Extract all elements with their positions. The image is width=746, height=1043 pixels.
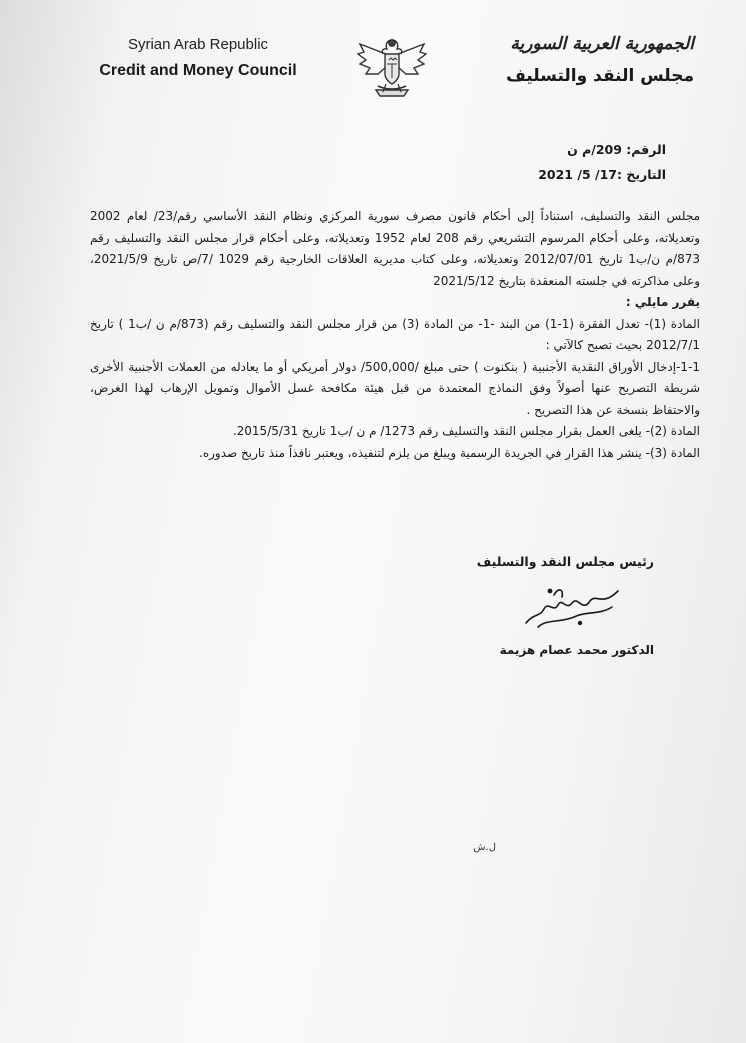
reference-date: التاريخ :17/ 5/ 2021 (538, 167, 666, 182)
signature-block (454, 554, 654, 657)
signatory-title: رئيس مجلس النقد والتسليف (476, 554, 654, 569)
reference-number: الرقم: 209/م ن (567, 142, 666, 157)
council-name-en: Credit and Money Council (99, 62, 297, 79)
council-name-ar: مجلس النقد والتسليف (506, 66, 694, 86)
article-2: المادة (2)- يلغى العمل بقرار مجلس النقد والتسليف رقم 1273/ م ن /ب1 تاريخ 2015/5/31. (232, 424, 700, 438)
country-name-en: Syrian Arab Republic (127, 36, 269, 53)
handwritten-signature-icon (520, 583, 624, 633)
preamble-paragraph: مجلس النقد والتسليف، استناداً إلى أحكام قانون مصرف سورية المركزي ونظام النقد الأساسي رقم/23/ لعام 2002 وتعديلاته، وعلى أحكام المرسوم التشريعي رقم 208 لعام 1952 وتعديلاته، وعلى أحكام قرار مجلس النقد والتسليف رقم 873/م ن/ب1 تاريخ 2012/07/01 وتعديلاته، وعلى كتاب مديرية العلاقات الخارجية رقم 1029 /7/ص تاريخ 2021/5/9، وعلى مذاكرته في جلسته المنعقدة بتاريخ 2021/5/12 (90, 209, 701, 288)
country-name-ar: الجمهورية العربية السورية (510, 34, 694, 54)
decides-heading: يقرر مايلي : (625, 295, 700, 309)
typist-initials: ل.ش (473, 842, 496, 853)
decision-body (90, 206, 700, 464)
english-letterhead (78, 36, 318, 80)
arabic-letterhead (494, 34, 694, 86)
signatory-name: الدكتور محمد عصام هزيمة (499, 643, 654, 657)
reference-block (466, 137, 666, 187)
article-3: المادة (3)- ينشر هذا القرار في الجريدة الرسمية ويبلغ من يلزم لتنفيذه، ويعتبر نافذاً منذ تاريخ صدوره. (199, 445, 700, 460)
clause-1-1: 1-1-إدخال الأوراق النقدية الأجنبية ( بنكنوت ) حتى مبلغ /500,000/ دولار أمريكي أو ما يعادله من العملات الأجنبية الأخرى شريطة التصريح عنها أصولاً وفق النماذج المعتمدة من قبل هيئة مكافحة غسل الأموال وتمويل الإرهاب لهذا الغرض، والاحتفاظ بنسخة عن هذا التصريح . (90, 359, 701, 417)
article-1: المادة (1)- تعدل الفقرة (1-1) من البند -1- من المادة (3) من قرار مجلس النقد والتسليف رقم (873/م ن /ب1 ) تاريخ 2012/7/1 بحيث تصبح كالآتي : (90, 316, 700, 352)
eagle-emblem-icon (356, 30, 428, 104)
